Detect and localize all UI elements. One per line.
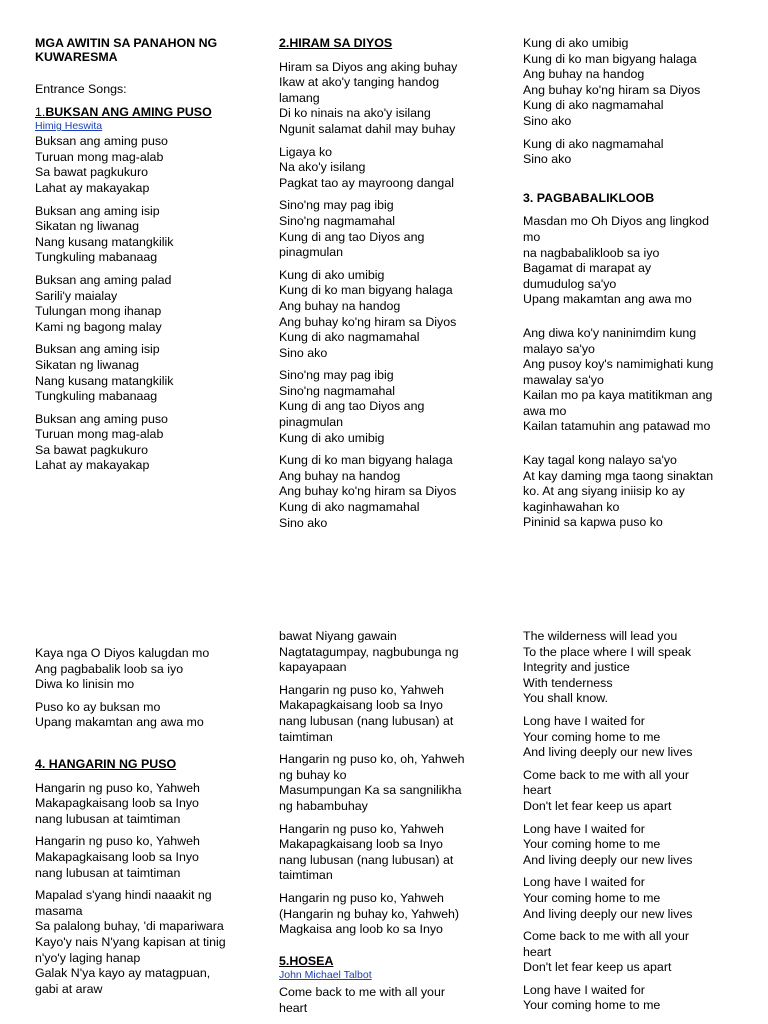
song-title-hosea: 5.HOSEA <box>279 953 334 968</box>
verse: Sino'ng may pag ibig Sino'ng nagmamahal Kung di ang tao Diyos ang pinagmulan <box>279 198 425 260</box>
verse: Buksan ang aming isip Sikatan ng liwanag Nang kusang matangkilik Tungkuling mabanaag <box>35 203 174 265</box>
verse: Come back to me with all your heart Don't let fear keep us apart <box>523 929 689 975</box>
verse: Kay tagal kong nalayo sa'yo At kay daming mga taong sinaktan ko. At ang siyang iniisip ko ay kaginhawahan ko Pininid sa kapwa puso ko <box>523 453 714 530</box>
verse: Masdan mo Oh Diyos ang lingkod mo na nagbabalikloob sa iyo Bagamat di marapat ay dumudulog sa'yo Upang makamtan ang awa mo <box>523 214 709 307</box>
column-bottom-3 <box>523 629 745 1021</box>
verse: Hangarin ng puso ko, Yahweh Makapagkaisang loob sa Inyo nang lubusan at taimtiman <box>35 834 200 880</box>
document-title: MGA AWITIN SA PANAHON NG KUWARESMA <box>35 36 218 64</box>
verse: Hangarin ng puso ko, Yahweh Makapagkaisang loob sa Inyo nang lubusan (nang lubusan) at taimtiman <box>279 821 454 883</box>
column-bottom-2 <box>279 629 501 1023</box>
column-bottom-1 <box>35 646 257 1004</box>
song-title-pagbabalikloob: 3. PAGBABALIKLOOB <box>523 190 655 205</box>
verse: Hangarin ng puso ko, Yahweh Makapagkaisang loob sa Inyo nang lubusan (nang lubusan) at taimtiman <box>279 682 454 744</box>
verse: Puso ko ay buksan mo Upang makamtan ang awa mo <box>35 699 204 730</box>
verse: Buksan ang aming puso Turuan mong mag-alab Sa bawat pagkukuro Lahat ay makayakap <box>35 411 168 473</box>
verse: Long have I waited for Your coming home to me And living deeply our new lives <box>523 875 693 921</box>
column-top-3 <box>523 36 745 538</box>
verse: Buksan ang aming isip Sikatan ng liwanag Nang kusang matangkilik Tungkuling mabanaag <box>35 342 174 404</box>
verse: Hangarin ng puso ko, Yahweh (Hangarin ng buhay ko, Yahweh) Magkaisa ang loob ko sa Inyo <box>279 890 460 937</box>
verse: Long have I waited for Your coming home to me And living deeply our new lives <box>523 713 693 760</box>
verse: bawat Niyang gawain Nagtatagumpay, nagbubunga ng kapayapaan <box>279 629 459 675</box>
verse: Hangarin ng puso ko, oh, Yahweh ng buhay ko Masumpungan Ka sa sangnilikha ng habambuhay <box>279 752 465 813</box>
entrance-songs-label: Entrance Songs: <box>35 82 127 96</box>
verse: Kaya nga O Diyos kalugdan mo Ang pagbabalik loob sa iyo Diwa ko linisin mo <box>35 646 210 692</box>
verse: Kung di ko man bigyang halaga Ang buhay na handog Ang buhay ko'ng hiram sa Diyos Kung di ako nagmamahal Sino ako <box>279 453 457 530</box>
verse: Ligaya ko Na ako'y isilang Pagkat tao ay mayroong dangal <box>279 144 454 190</box>
verse: Come back to me with all your heart Don't let fear keep us apart <box>523 767 689 813</box>
verse: Come back to me with all your heart <box>279 985 445 1015</box>
verse: Buksan ang aming palad Sarili'y maialay Tulungan mong ihanap Kami ng bagong malay <box>35 272 172 334</box>
verse: Long have I waited for Your coming home to me And living deeply our new lives <box>523 821 693 867</box>
song-number: 1. <box>35 104 46 119</box>
verse: Buksan ang aming puso Turuan mong mag-alab Sa bawat pagkukuro Lahat ay makayakap <box>35 134 168 195</box>
verse: Sino'ng may pag ibig Sino'ng nagmamahal Kung di ang tao Diyos ang pinagmulan Kung di ako umibig <box>279 368 425 445</box>
song-title-hiram: 2.HIRAM SA DIYOS <box>279 36 393 50</box>
verse: Kung di ako umibig Kung di ko man bigyang halaga Ang buhay na handog Ang buhay ko'ng hiram sa Diyos Kung di ako nagmamahal Sino ako <box>279 267 457 360</box>
column-top-1 <box>35 36 257 481</box>
verse: The wilderness will lead you To the place where I will speak Integrity and justice With tenderness You shall know. <box>523 629 692 706</box>
song-credit-link[interactable]: John Michael Talbot <box>279 969 372 982</box>
verse: Long have I waited for Your coming home to me <box>523 982 661 1013</box>
column-top-2 <box>279 36 501 538</box>
verse: Mapalad s'yang hindi naaakit ng masama Sa palalong buhay, 'di mapariwara Kayo'y nais N'yang kapisan at tinig n'yo'y laging hanap Galak N'ya kayo ay matagpuan, gabi at araw <box>35 888 226 996</box>
song-title-hangarin: 4. HANGARIN NG PUSO <box>35 756 177 771</box>
verse: Kung di ako umibig Kung di ko man bigyang halaga Ang buhay na handog Ang buhay ko'ng hiram sa Diyos Kung di ako nagmamahal Sino ako <box>523 36 701 128</box>
song-title-text: BUKSAN ANG AMING PUSO <box>45 104 212 119</box>
verse: Hangarin ng puso ko, Yahweh Makapagkaisang loob sa Inyo nang lubusan at taimtiman <box>35 780 200 826</box>
song-title-buksan <box>35 105 257 121</box>
verse: Ang diwa ko'y naninimdim kung malayo sa'yo Ang pusoy koy's namimighati kung mawalay sa'yo Kailan mo pa kaya matitikman ang awa mo Kailan tatamuhin ang patawad mo <box>523 325 714 434</box>
song-credit-link[interactable]: Himig Heswita <box>35 120 103 133</box>
verse: Hiram sa Diyos ang aking buhay Ikaw at ako'y tanging handog lamang Di ko ninais na ako'y isilang Ngunit salamat dahil may buhay <box>279 59 458 136</box>
verse: Kung di ako nagmamahal Sino ako <box>523 136 664 167</box>
